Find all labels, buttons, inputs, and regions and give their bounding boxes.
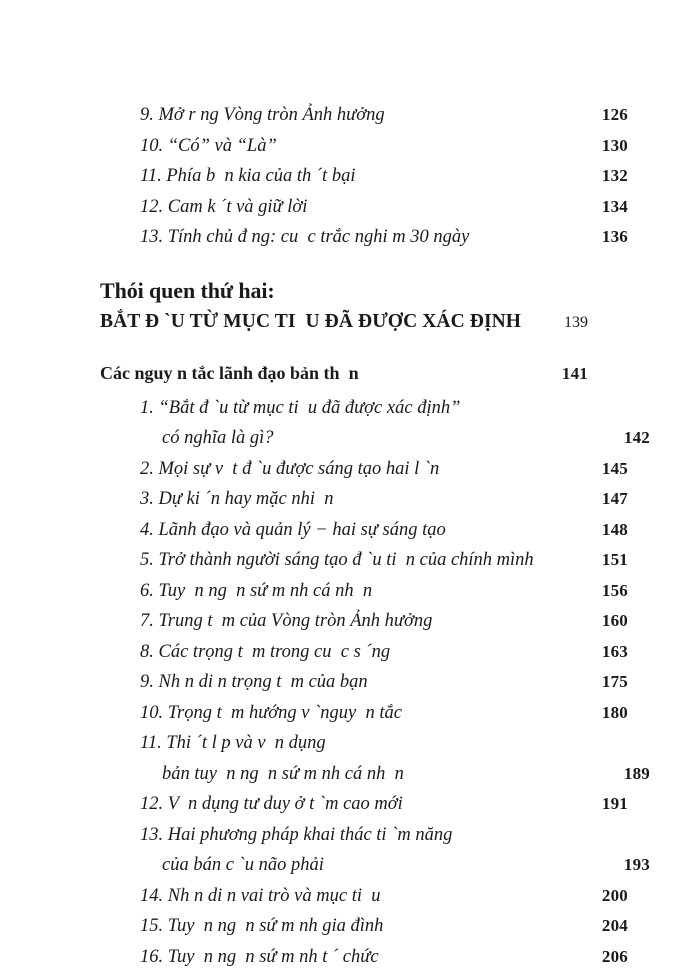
toc-entry [100, 192, 628, 223]
toc-entry-label: 10. Trọng t m hướng v `nguy n tắc [140, 698, 412, 729]
toc-entry-label: 7. Trung t m của Vòng tròn Ảnh hưởng [140, 606, 442, 637]
habit-heading-block [100, 276, 588, 336]
toc-subsection-page: 141 [548, 359, 588, 389]
toc-entry [100, 393, 628, 424]
toc-entry [100, 667, 628, 698]
toc-entry-label: 13. Tính chủ đ ng: cu c trắc nghi m 30 ngày [140, 222, 479, 253]
toc-entry [100, 911, 628, 942]
toc-entry-label: 3. Dự ki ´n hay mặc nhi n [140, 484, 344, 515]
toc-entry-label: bản tuy n ng n sứ m nh cá nh n [162, 759, 414, 790]
toc-entry [100, 698, 628, 729]
toc-entry-page: 142 [610, 423, 650, 454]
toc-group-habit-two [100, 393, 588, 972]
toc-entry-page: 145 [588, 454, 628, 485]
toc-entry-label: 16. Tuy n ng n sứ m nh t ´ chức [140, 942, 389, 972]
toc-entry-page: 180 [588, 698, 628, 729]
toc-entry-page: 156 [588, 576, 628, 607]
toc-entry-page: 136 [588, 222, 628, 253]
toc-entry-label: 9. Mở r ng Vòng tròn Ảnh hưởng [140, 100, 395, 131]
toc-entry-continuation [100, 759, 650, 790]
table-of-contents [100, 100, 588, 972]
toc-entry-label: 11. Phía b n kia của th ´t bại [140, 161, 365, 192]
toc-entry-continuation [100, 850, 650, 881]
toc-entry-page: 189 [610, 759, 650, 790]
toc-entry-label: 10. “Có” và “Là” [140, 131, 287, 162]
toc-entry-label: 9. Nh n di n trọng t m của bạn [140, 667, 378, 698]
toc-entry-label: 1. “Bắt đ `u từ mục ti u đã được xác định” [140, 393, 470, 424]
toc-entry-label: có nghĩa là gì? [162, 423, 284, 454]
toc-entry [100, 728, 628, 759]
toc-entry-label: 8. Các trọng t m trong cu c s ´ng [140, 637, 400, 668]
toc-entry [100, 789, 628, 820]
habit-title-page: 139 [564, 314, 588, 332]
toc-entry-page: 191 [588, 789, 628, 820]
toc-entry-page: 160 [588, 606, 628, 637]
toc-entry-label: 11. Thi ´t l p và v n dụng [140, 728, 336, 759]
toc-entry [100, 820, 628, 851]
toc-entry-page: 130 [588, 131, 628, 162]
toc-entry-label: 15. Tuy n ng n sứ m nh gia đình [140, 911, 393, 942]
toc-entry-continuation [100, 423, 650, 454]
toc-entry-page: 204 [588, 911, 628, 942]
toc-entry [100, 637, 628, 668]
toc-entry-label: 12. V n dụng tư duy ở t `m cao mới [140, 789, 413, 820]
toc-entry-page: 134 [588, 192, 628, 223]
toc-entry-page: 193 [610, 850, 650, 881]
toc-group-previous-section [100, 100, 588, 253]
toc-entry [100, 881, 628, 912]
toc-subsection-label: Các nguy n tắc lãnh đạo bản th n [100, 358, 359, 388]
toc-entry [100, 222, 628, 253]
habit-kicker: Thói quen thứ hai: [100, 276, 588, 306]
toc-entry-page: 175 [588, 667, 628, 698]
toc-entry-label: 4. Lãnh đạo và quản lý − hai sự sáng tạo [140, 515, 456, 546]
toc-entry-page: 200 [588, 881, 628, 912]
toc-entry [100, 606, 628, 637]
toc-entry-label: của bán c `u não phải [162, 850, 334, 881]
toc-entry-page: 151 [602, 545, 628, 576]
toc-entry-page: 126 [588, 100, 628, 131]
toc-entry-label: 6. Tuy n ng n sứ m nh cá nh n [140, 576, 382, 607]
toc-entry-page: 206 [588, 942, 628, 972]
toc-entry-label: 12. Cam k ´t và giữ lời [140, 192, 317, 223]
toc-entry [100, 515, 628, 546]
toc-entry-label: 2. Mọi sự v t đ `u được sáng tạo hai l `n [140, 454, 449, 485]
toc-entry [100, 131, 628, 162]
toc-entry [100, 161, 628, 192]
toc-entry [100, 545, 628, 576]
toc-entry-label: 5. Trở thành người sáng tạo đ `u ti n của chính mình [140, 545, 544, 576]
toc-entry-label: 13. Hai phương pháp khai thác ti `m năng [140, 820, 462, 851]
toc-entry [100, 942, 628, 972]
toc-entry [100, 100, 628, 131]
toc-entry [100, 576, 628, 607]
toc-entry-page: 163 [588, 637, 628, 668]
toc-entry [100, 454, 628, 485]
habit-title: BẮT Đ `U TỪ MỤC TI U ĐÃ ĐƯỢC XÁC ĐỊNH [100, 307, 521, 336]
toc-entry-page: 147 [588, 484, 628, 515]
toc-entry-page: 132 [588, 161, 628, 192]
toc-entry [100, 484, 628, 515]
toc-subsection [100, 358, 588, 389]
toc-entry-page: 148 [588, 515, 628, 546]
habit-title-row [100, 307, 588, 336]
toc-entry-label: 14. Nh n di n vai trò và mục ti u [140, 881, 390, 912]
